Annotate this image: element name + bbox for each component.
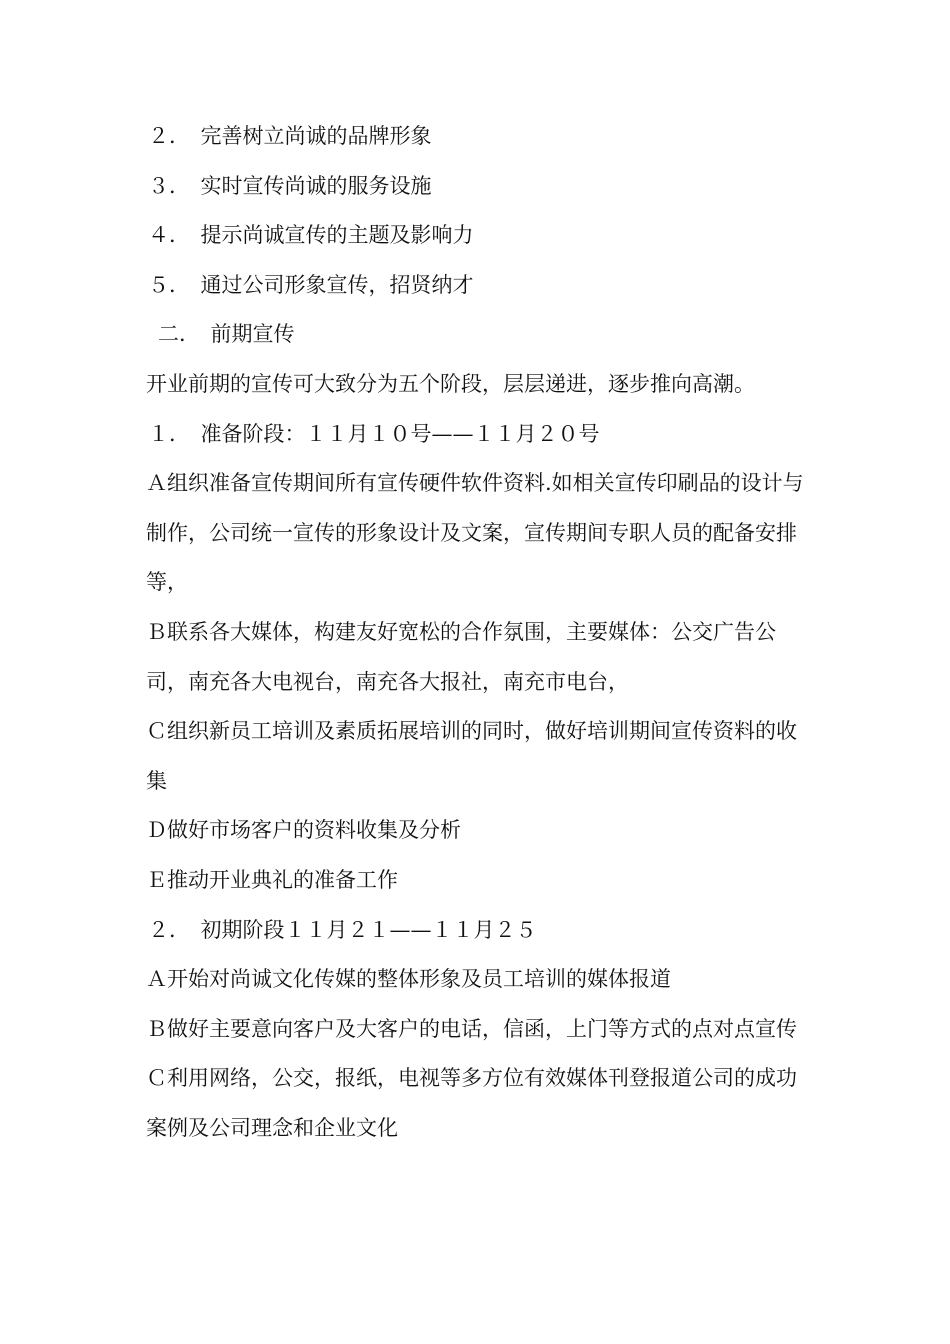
section-heading-preliminary-publicity: 二． 前期宣传 xyxy=(158,322,295,347)
stage-2-title: ２． 初期阶段１１月２１——１１月２５ xyxy=(148,917,537,942)
list-item-theme-influence: ４． 提示尚诚宣传的主题及影响力 xyxy=(148,223,474,248)
stage-2-item-c: Ｃ利用网络，公交，报纸，电视等多方位有效媒体刊登报道公司的成功案例及公司理念和企业文化 xyxy=(146,1066,797,1140)
stage-1-item-d: Ｄ做好市场客户的资料收集及分析 xyxy=(146,818,461,843)
stage-1-item-a: Ａ组织准备宣传期间所有宣传硬件软件资料.如相关宣传印刷品的设计与制作，公司统一宣传的形象设计及文案，宣传期间专职人员的配备安排等， xyxy=(146,471,804,595)
stage-1-item-b: Ｂ联系各大媒体，构建友好宽松的合作氛围，主要媒体：公交广告公司，南充各大电视台，南充各大报社，南充市电台， xyxy=(146,619,776,694)
document-body xyxy=(146,112,810,1153)
list-item-recruitment: ５． 通过公司形象宣传，招贤纳才 xyxy=(148,272,474,297)
section-intro: 开业前期的宣传可大致分为五个阶段，层层递进，逐步推向高潮。 xyxy=(146,371,755,396)
stage-2-item-a: Ａ开始对尚诚文化传媒的整体形象及员工培训的媒体报道 xyxy=(146,967,671,992)
stage-2-item-b: Ｂ做好主要意向客户及大客户的电话，信函，上门等方式的点对点宣传 xyxy=(146,1016,797,1041)
list-item-service-facilities: ３． 实时宣传尚诚的服务设施 xyxy=(148,173,432,198)
stage-1-title: １． 准备阶段：１１月１０号——１１月２０号 xyxy=(148,421,600,446)
list-item-brand-image: ２． 完善树立尚诚的品牌形象 xyxy=(148,124,432,148)
stage-1-item-c: Ｃ组织新员工培训及素质拓展培训的同时，做好培训期间宣传资料的收集 xyxy=(146,719,797,793)
stage-1-item-e: Ｅ推动开业典礼的准备工作 xyxy=(146,867,398,892)
